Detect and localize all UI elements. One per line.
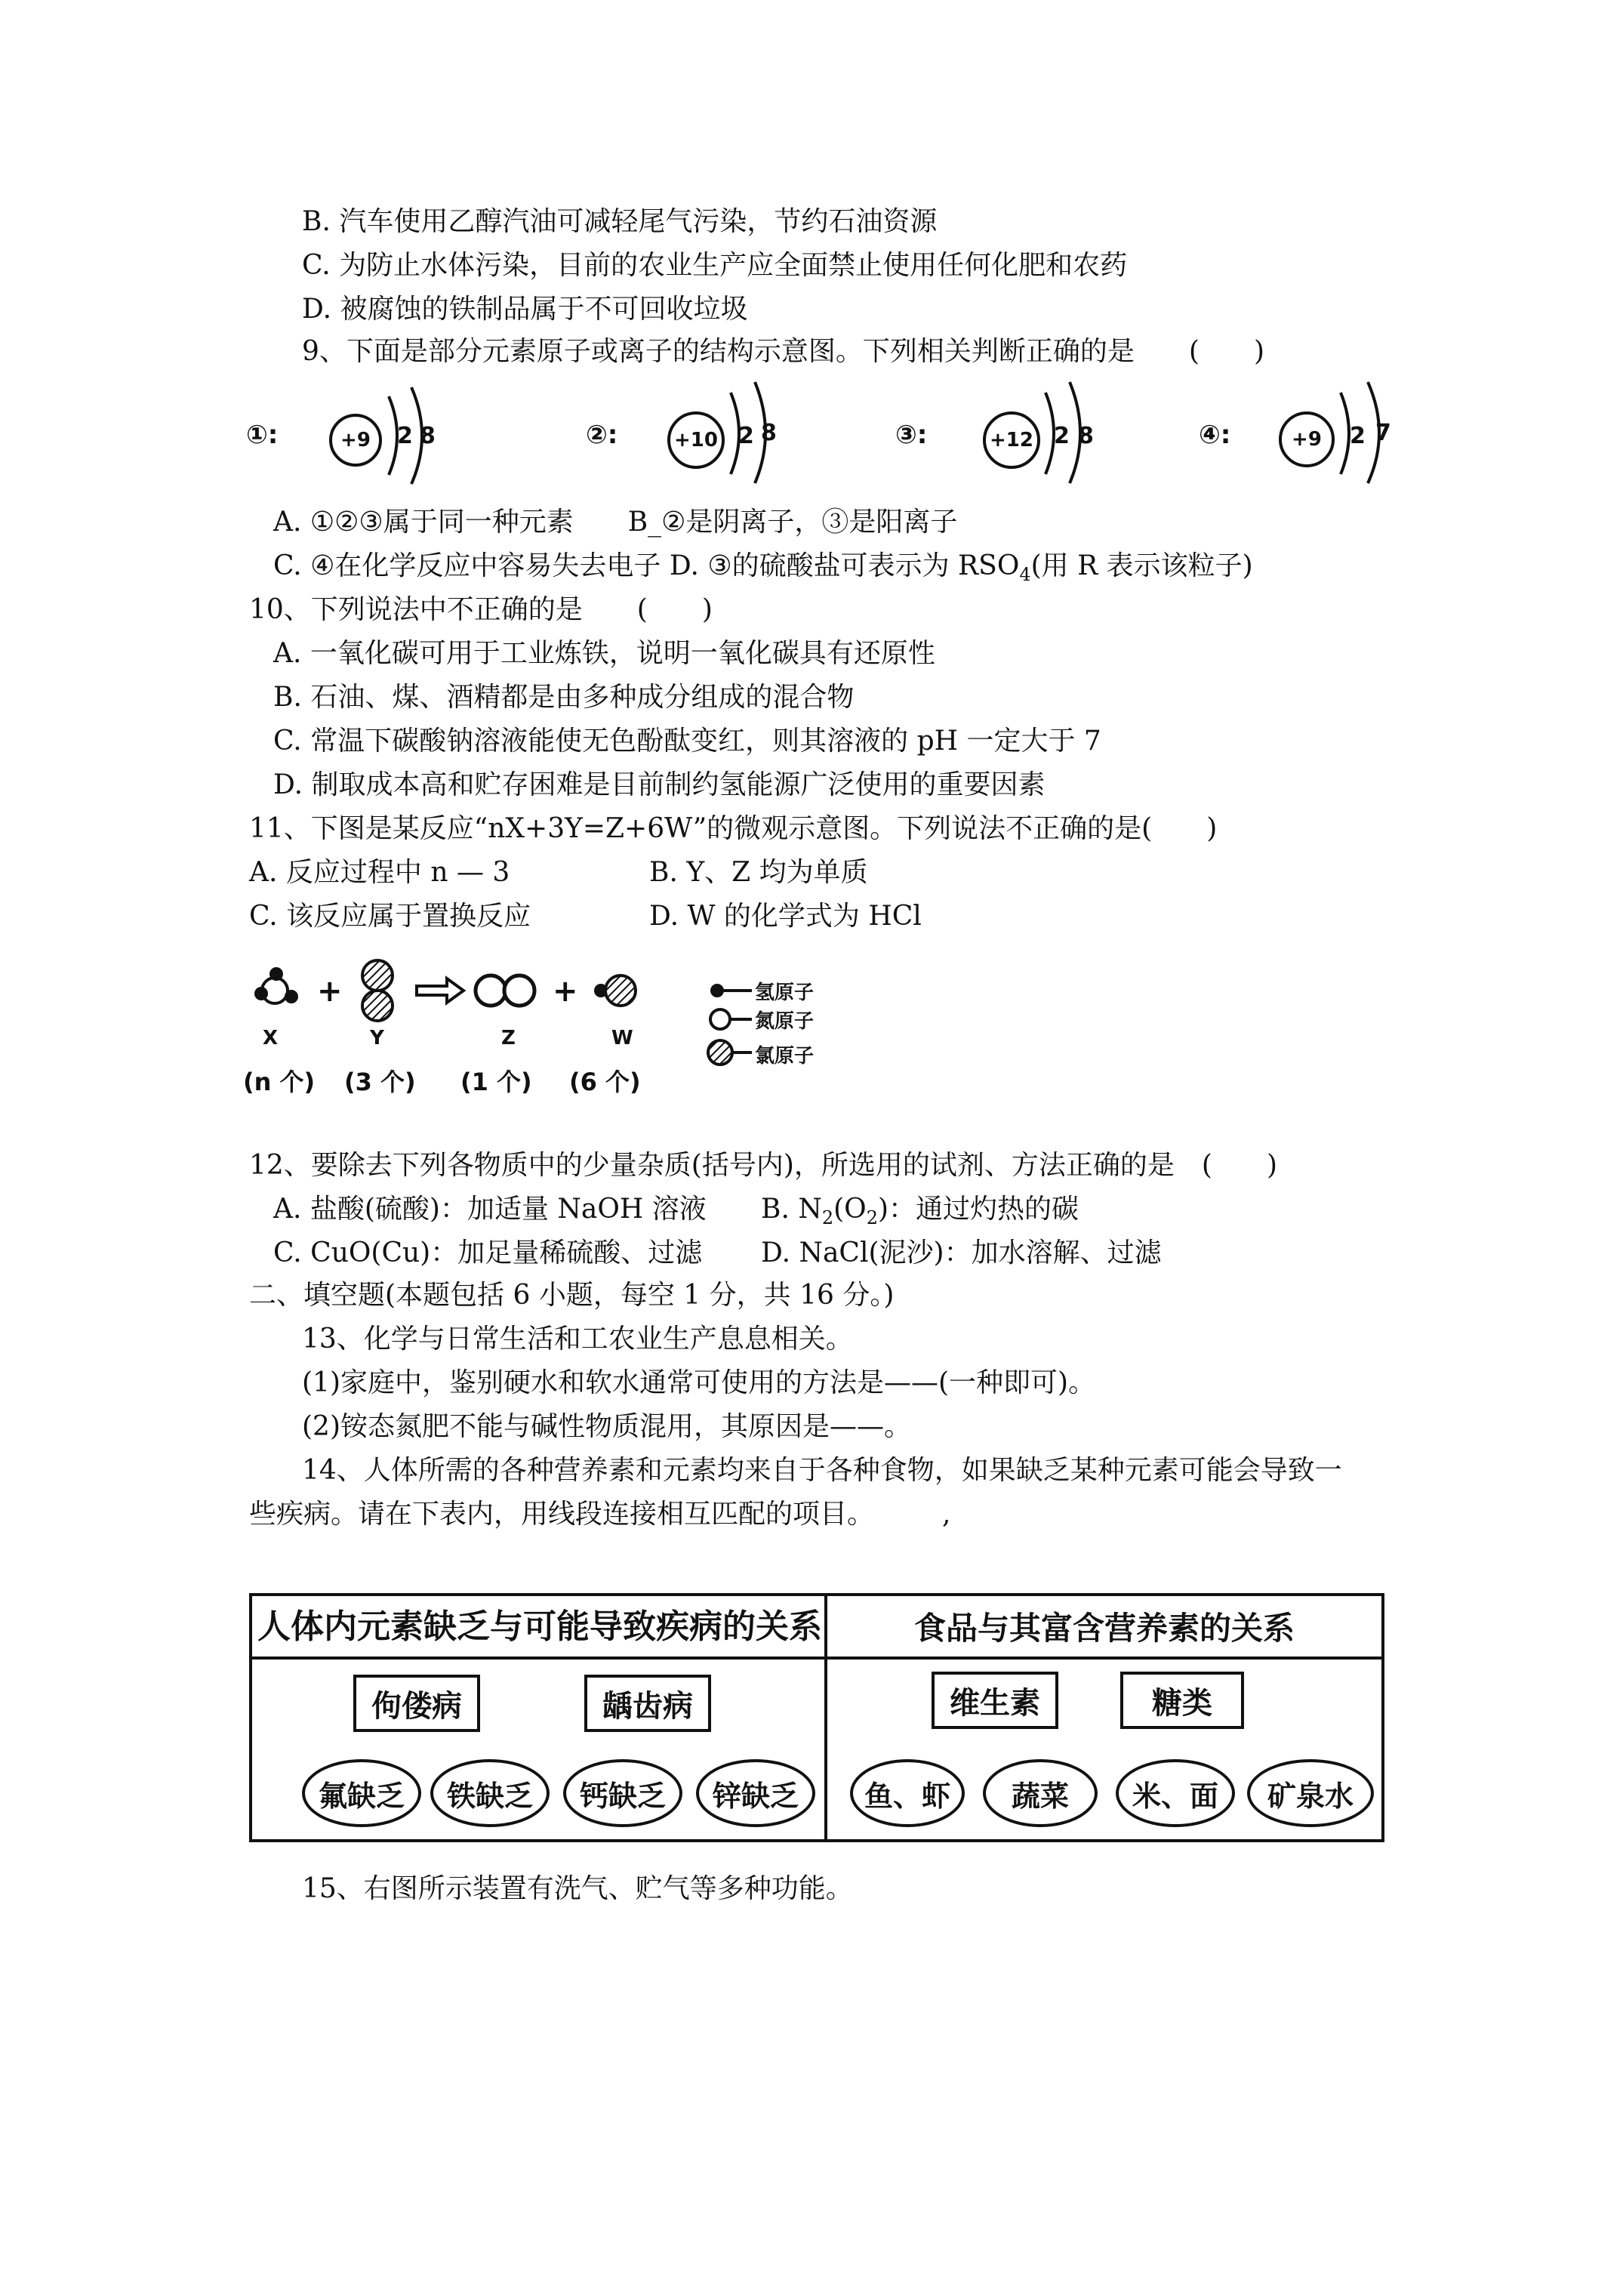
molecule-y-icon: [362, 960, 393, 1021]
q12-option-c: C. CuO(Cu)：加足量稀硫酸、过滤: [273, 1237, 703, 1268]
molecule-z-count: (1 个): [460, 1068, 532, 1096]
atom-2-shell-2: 8: [761, 420, 777, 446]
q12-option-b: B. $N_2(O_2)$：通过灼热的碳: [761, 1194, 1079, 1229]
atom-3-label: ③:: [895, 420, 928, 450]
matching-table: [249, 1593, 1384, 1842]
q13-part-2: (2)铵态氮肥不能与碱性物质混用，其原因是——。: [302, 1411, 911, 1442]
q9-option-a-b: A. ①②③属于同一种元素 B_②是阴离子，③是阳离子: [273, 507, 958, 538]
atom-2-label: ②:: [586, 420, 618, 450]
q15-stem: 15、右图所示装置有洗气、贮气等多种功能。: [302, 1873, 853, 1904]
atom-4-shell-1: 2: [1350, 423, 1366, 449]
atom-3-shell-1: 2: [1054, 423, 1070, 449]
legend-hydrogen-label: 氢原子: [755, 982, 815, 1004]
q13-stem: 13、化学与日常生活和工农业生产息息相关。: [302, 1324, 853, 1354]
right-header: 食品与其富含营养素的关系: [913, 1610, 1295, 1647]
atom-1-shell-2: 8: [420, 423, 436, 449]
molecule-z-icon: [476, 975, 534, 1006]
atom-1-nucleus: +9: [329, 414, 382, 467]
molecule-x-count: (n 个): [243, 1068, 316, 1096]
atom-1-shell-1: 2: [397, 423, 413, 449]
oval-calcium-deficiency[interactable]: 钙缺乏: [563, 1759, 682, 1827]
molecule-w-count: (6 个): [569, 1068, 641, 1096]
legend-chlorine-label: 氯原子: [755, 1045, 815, 1068]
q13-part-1: (1)家庭中，鉴别硬水和软水通常可使用的方法是——(一种即可)。: [302, 1367, 1096, 1398]
molecule-z-label: Z: [501, 1027, 516, 1049]
atom-2-nucleus: +10: [667, 411, 725, 469]
nutrient-box-sugar[interactable]: 糖类: [1120, 1672, 1244, 1729]
q14-stem-line-2: 些疾病。请在下表内，用线段连接相互匹配的项目。 ,: [249, 1499, 951, 1530]
molecule-w-label: W: [611, 1027, 633, 1049]
q11-option-c: C. 该反应属于置换反应: [249, 901, 531, 932]
q10-option-c: C. 常温下碳酸钠溶液能使无色酚酞变红，则其溶液的 pH 一定大于 7: [273, 726, 1101, 757]
atom-4-shell-2: 7: [1375, 420, 1391, 446]
atom-3-nucleus: +12: [983, 411, 1040, 469]
q11-option-d: D. W 的化学式为 HCl: [649, 901, 922, 932]
svg-text:+: +: [317, 974, 343, 1009]
q9-option-c-d: C. ④在化学反应中容易失去电子 D. ③的硫酸盐可表示为 $RSO_4$(用 R 表示该粒子): [273, 550, 1253, 586]
hydrogen-atom-icon: [710, 984, 752, 997]
q10-stem: 10、下列说法中不正确的是 ( ): [249, 594, 713, 625]
reaction-arrow-icon: [417, 978, 463, 1003]
q8-option-b: B. 汽车使用乙醇汽油可减轻尾气污染，节约石油资源: [302, 206, 938, 237]
oval-vegetables[interactable]: 蔬菜: [983, 1759, 1098, 1827]
disease-box-rickets[interactable]: 佝偻病: [353, 1675, 480, 1732]
q11-stem: 11、下图是某反应“nX+3Y=Z+6W”的微观示意图。下列说法不正确的是( ): [249, 813, 1218, 844]
nutrient-box-vitamin[interactable]: 维生素: [932, 1672, 1058, 1729]
oval-rice-noodles[interactable]: 米、面: [1116, 1759, 1235, 1827]
q12-option-d: D. NaCl(泥沙)：加水溶解、过滤: [761, 1237, 1162, 1268]
nitrogen-atom-icon: [710, 1009, 752, 1029]
oval-mineral-water[interactable]: 矿泉水: [1247, 1759, 1374, 1827]
q9-stem: 9、下面是部分元素原子或离子的结构示意图。下列相关判断正确的是 ( ): [302, 336, 1264, 367]
molecule-x-label: X: [263, 1027, 279, 1049]
reaction-diagram: [242, 944, 725, 1057]
oval-fluorine-deficiency[interactable]: 氟缺乏: [302, 1759, 421, 1827]
reaction-legend-icons: [707, 974, 759, 1080]
molecule-y-count: (3 个): [344, 1068, 416, 1096]
q14-stem-line-1: 14、人体所需的各种营养素和元素均来自于各种食物，如果缺乏某种元素可能会导致一: [302, 1455, 1342, 1486]
q10-option-b: B. 石油、煤、酒精都是由多种成分组成的混合物: [273, 682, 855, 713]
disease-box-caries[interactable]: 龋齿病: [584, 1675, 711, 1732]
table-header-rule: [252, 1657, 1381, 1660]
legend-nitrogen-label: 氮原子: [755, 1010, 815, 1033]
section-2-heading: 二、填空题(本题包括 6 小题，每空 1 分，共 16 分。): [249, 1280, 895, 1311]
svg-text:+: +: [553, 974, 578, 1009]
q10-option-a: A. 一氧化碳可用于工业炼铁，说明一氧化碳具有还原性: [273, 638, 935, 669]
left-header: 人体内元素缺乏与可能导致疾病的关系: [257, 1607, 822, 1646]
oval-iron-deficiency[interactable]: 铁缺乏: [430, 1759, 550, 1827]
chlorine-atom-icon: [708, 1040, 752, 1065]
q11-option-b: B. Y、Z 均为单质: [649, 857, 868, 888]
atom-4-label: ④:: [1199, 420, 1231, 450]
q12-option-a: A. 盐酸(硫酸)：加适量 NaOH 溶液: [273, 1194, 707, 1225]
molecule-x-icon: [254, 967, 298, 1003]
molecule-w-icon: [594, 975, 636, 1006]
q12-stem: 12、要除去下列各物质中的少量杂质(括号内)，所选用的试剂、方法正确的是 ( ): [249, 1150, 1277, 1181]
molecule-y-label: Y: [370, 1027, 384, 1049]
oval-zinc-deficiency[interactable]: 锌缺乏: [696, 1759, 815, 1827]
q11-option-a: A. 反应过程中 n — 3: [249, 857, 510, 888]
q10-option-d: D. 制取成本高和贮存困难是目前制约氢能源广泛使用的重要因素: [273, 769, 1046, 800]
oval-fish-shrimp[interactable]: 鱼、虾: [850, 1759, 965, 1827]
atom-2-shell-1: 2: [738, 423, 754, 449]
atom-4-nucleus: +9: [1279, 411, 1335, 467]
q8-option-d: D. 被腐蚀的铁制品属于不可回收垃圾: [302, 294, 748, 325]
atom-1-label: ①:: [246, 420, 279, 450]
q8-option-c: C. 为防止水体污染，目前的农业生产应全面禁止使用任何化肥和农药: [302, 250, 1128, 281]
atom-3-shell-2: 8: [1078, 423, 1094, 449]
